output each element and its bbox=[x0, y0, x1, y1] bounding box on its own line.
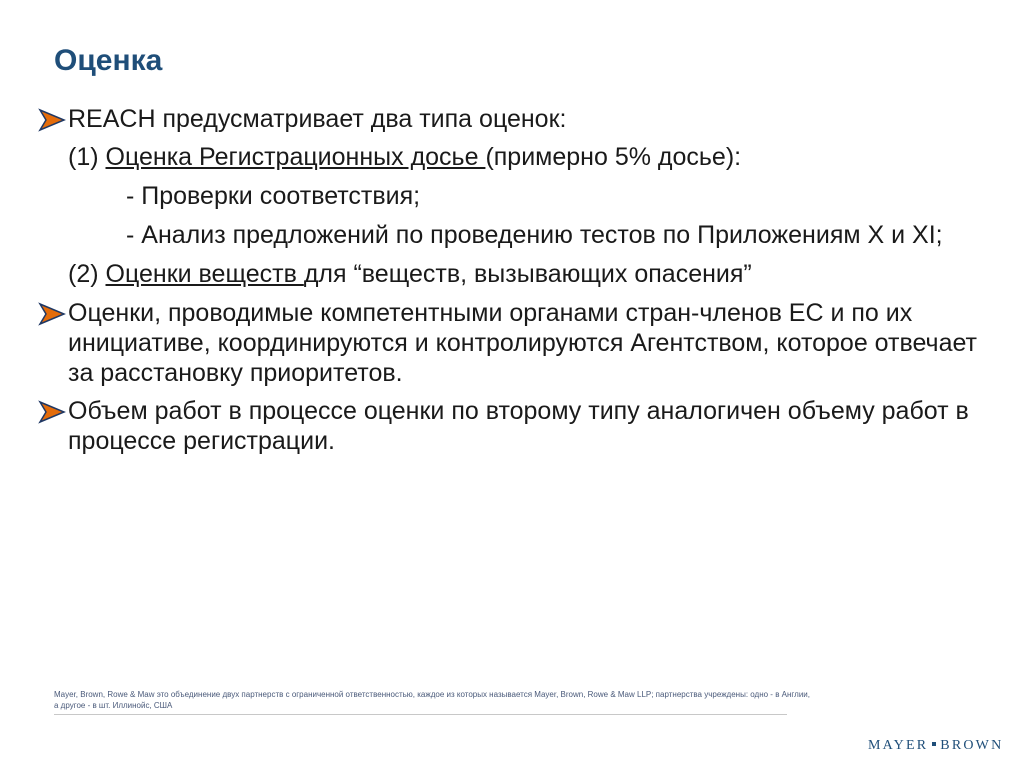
dash-item: - Анализ предложений по проведению тестов по Приложениям X и XI; bbox=[126, 221, 943, 249]
bullet-competent-authorities bbox=[38, 298, 998, 388]
slide-content bbox=[38, 104, 998, 464]
footer-divider bbox=[54, 714, 787, 715]
bullet-workload bbox=[38, 396, 998, 456]
arrow-bullet-icon bbox=[38, 108, 66, 132]
underlined-term: Оценки веществ bbox=[105, 260, 304, 288]
sub-item-2: (2) Оценки веществ для “веществ, вызывающих опасения” bbox=[68, 260, 752, 288]
slide-title: Оценка bbox=[54, 44, 163, 77]
bullet-text: REACH предусматривает два типа оценок: bbox=[68, 105, 567, 133]
logo-dot-icon bbox=[932, 742, 936, 746]
mayer-brown-logo: MAYER BROWN bbox=[868, 738, 1004, 753]
arrow-bullet-icon bbox=[38, 302, 66, 326]
arrow-bullet-icon bbox=[38, 400, 66, 424]
sub-item-1: (1) Оценка Регистрационных досье (примерно 5% досье): bbox=[68, 143, 742, 171]
footer-disclaimer: Mayer, Brown, Rowe & Maw это объединение двух партнерств с ограниченной ответственностью, каждое из которых называется Mayer, Brown, Rowe & Maw LLP; партнерства учреждены: одно - в Англии, а другое - в шт. Иллинойс, США bbox=[54, 690, 810, 710]
bullet-text: Объем работ в процессе оценки по второму типу аналогичен объему работ в процессе регистрации. bbox=[68, 397, 969, 455]
dash-item: - Проверки соответствия; bbox=[126, 182, 421, 210]
bullet-text: Оценки, проводимые компетентными органами стран-членов ЕС и по их инициативе, координируются и контролируются Агентством, которое отвечает за расстановку приоритетов. bbox=[68, 299, 978, 387]
underlined-term: Оценка Регистрационных досье bbox=[105, 143, 486, 171]
bullet-reach bbox=[38, 104, 998, 134]
